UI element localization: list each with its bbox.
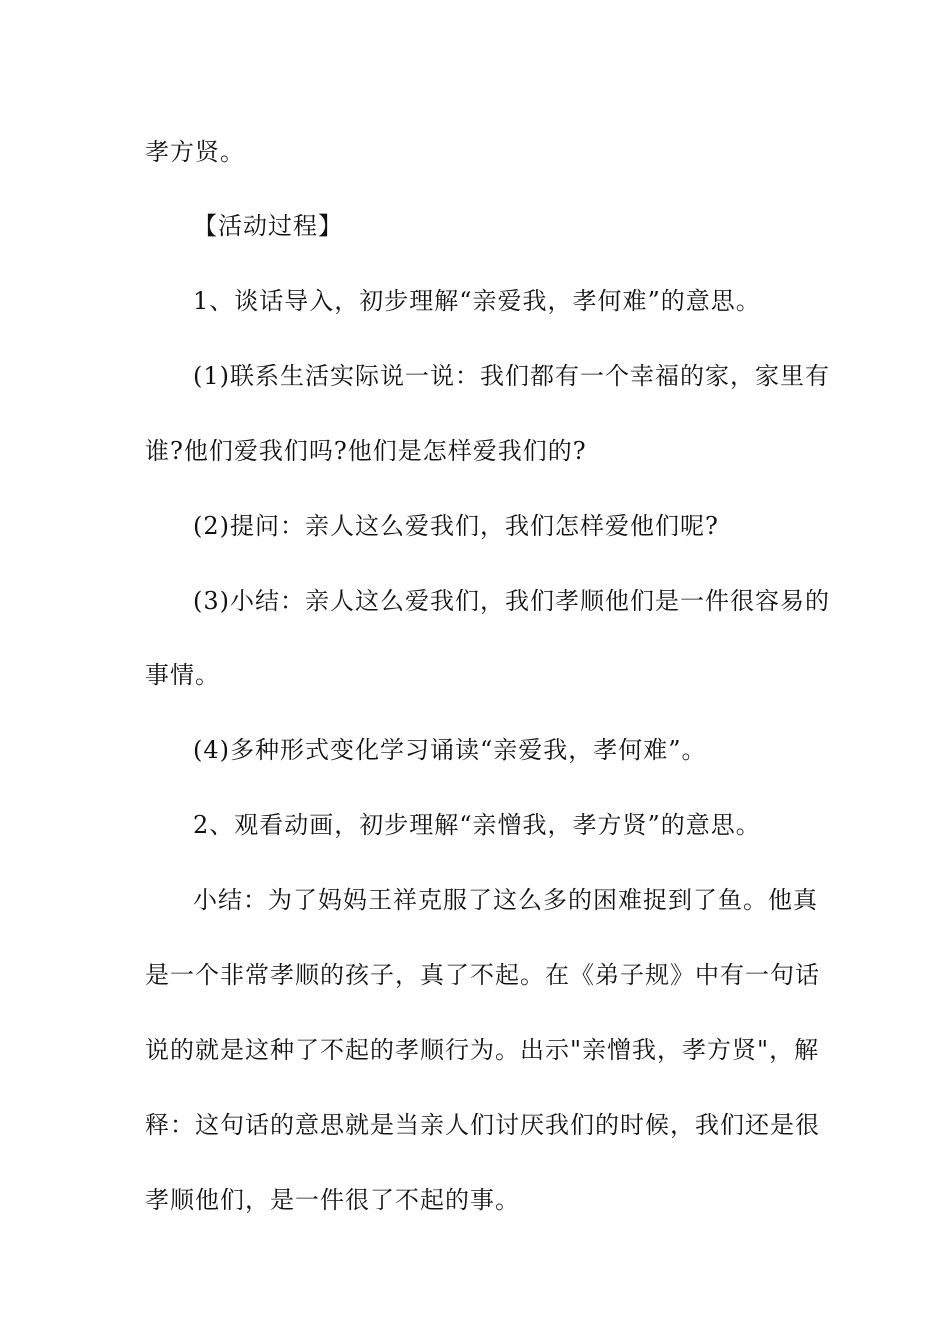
text-line: 事情。 — [145, 661, 220, 689]
text-line: 2、观看动画，初步理解“亲憎我，孝方贤”的意思。 — [193, 811, 761, 839]
text-line: 说的就是这种了不起的孝顺行为。出示"亲憎我，孝方贤"，解 — [145, 1036, 820, 1064]
text-line: (2)提问：亲人这么爱我们，我们怎样爱他们呢? — [193, 512, 719, 540]
text-line: (4)多种形式变化学习诵读“亲爱我，孝何难”。 — [193, 736, 707, 764]
text-line: 是一个非常孝顺的孩子，真了不起。在《弟子规》中有一句话 — [145, 961, 820, 989]
text-line: 小结：为了妈妈王祥克服了这么多的困难捉到了鱼。他真 — [193, 886, 818, 914]
text-line: 孝方贤。 — [145, 138, 245, 166]
text-line: 1、谈话导入，初步理解“亲爱我，孝何难”的意思。 — [193, 287, 761, 315]
section-heading: 【活动过程】 — [193, 212, 343, 240]
text-line: 谁?他们爱我们吗?他们是怎样爱我们的? — [145, 437, 587, 465]
text-line: 释：这句话的意思就是当亲人们讨厌我们的时候，我们还是很 — [145, 1111, 820, 1139]
text-line: 孝顺他们，是一件很了不起的事。 — [145, 1186, 520, 1214]
text-line: (3)小结：亲人这么爱我们，我们孝顺他们是一件很容易的 — [193, 587, 830, 615]
text-line: (1)联系生活实际说一说：我们都有一个幸福的家，家里有 — [193, 362, 830, 390]
